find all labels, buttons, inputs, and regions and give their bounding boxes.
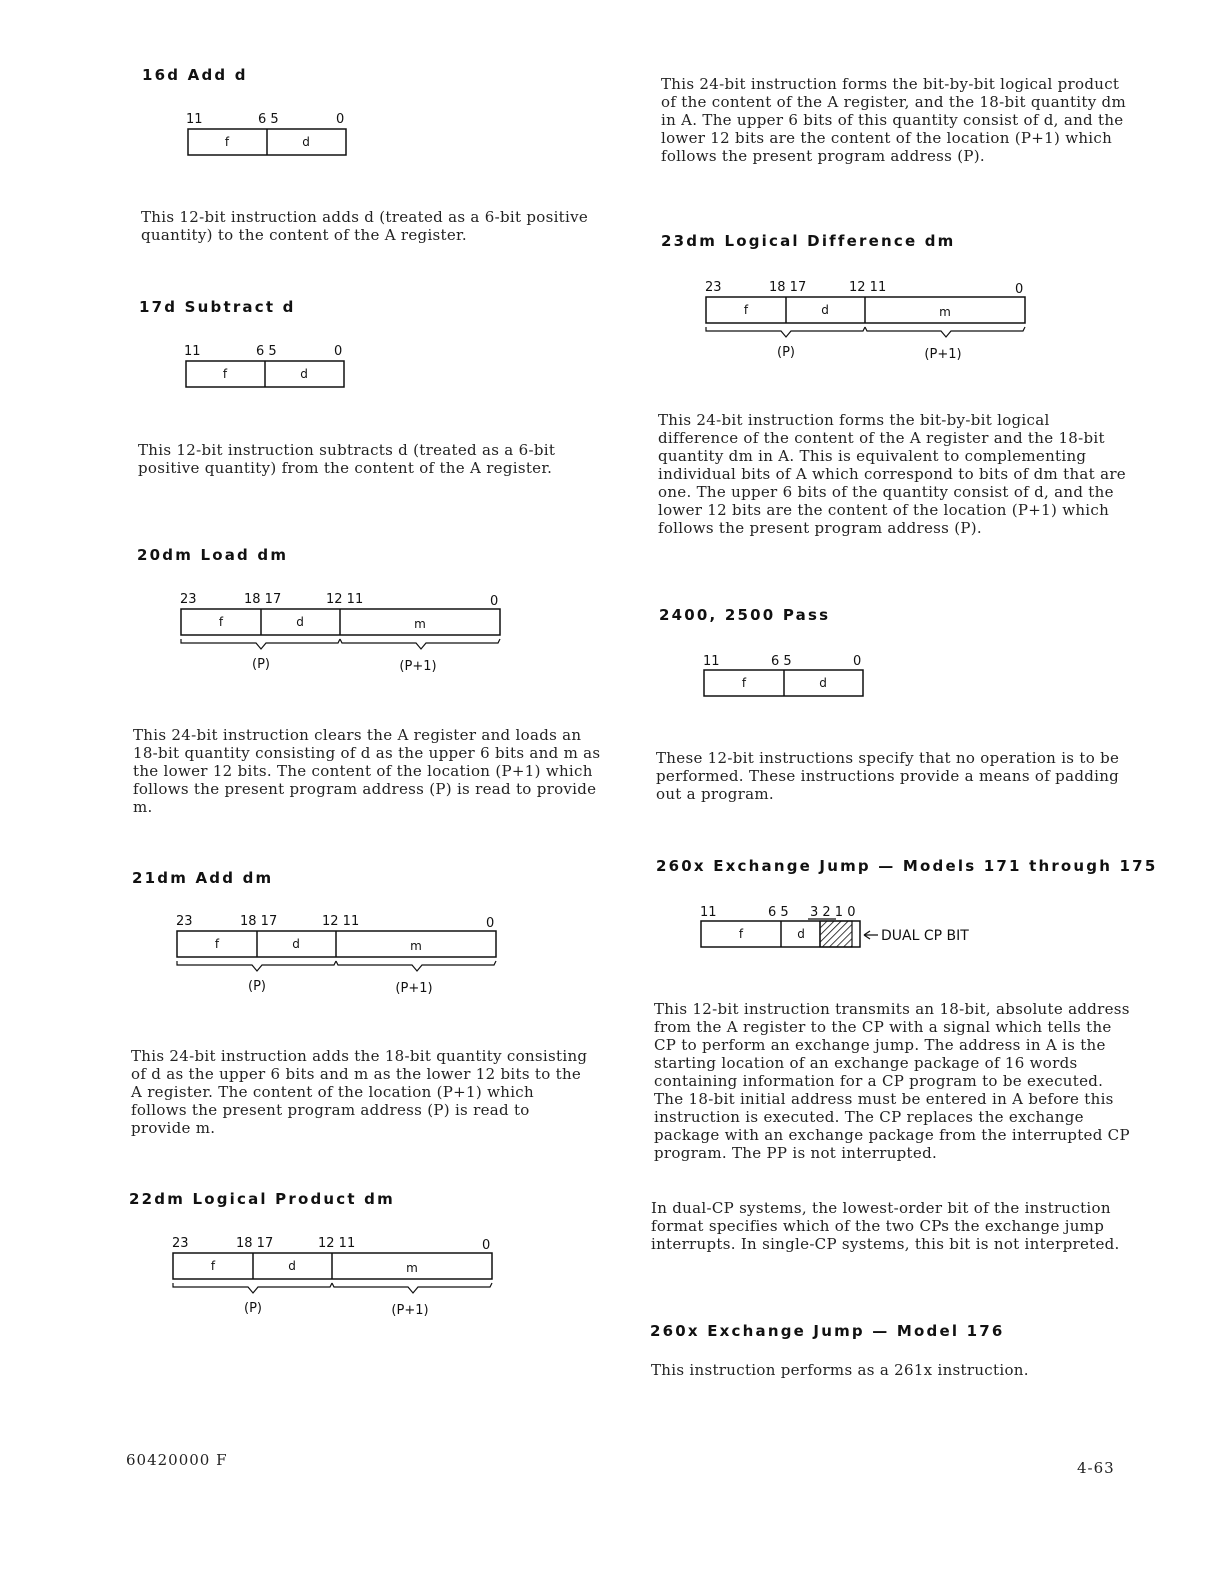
bit-label: 12 11: [318, 1236, 356, 1251]
label-p: (P): [244, 1301, 262, 1316]
brace-p-plus-1: [340, 639, 500, 649]
bit-label: 0: [486, 916, 495, 931]
format-diagram-20dm: [178, 588, 508, 680]
bit-label: 0: [853, 654, 862, 669]
field-d: d: [302, 135, 310, 149]
bit-label: 11: [703, 654, 720, 669]
field-f: f: [214, 937, 220, 951]
heading-20dm-load: 20dm Load dm: [137, 546, 289, 564]
bit-label: 12 11: [322, 914, 360, 929]
brace-p-plus-1: [332, 1283, 492, 1293]
bit-label: 23: [172, 1236, 189, 1251]
label-p-plus-1: (P+1): [399, 659, 437, 674]
paragraph-260x-b: In dual-CP systems, the lowest-order bit of the instruction format specifies which of the two CPs the exchange jump interrupts. In single-CP systems, this bit is not interpreted.: [651, 1199, 1120, 1253]
format-diagram-23dm: [703, 276, 1033, 368]
dual-cp-bit-label: DUAL CP BIT: [881, 928, 969, 944]
bit-label: 6 5: [256, 344, 277, 359]
bit-label: 11: [184, 344, 201, 359]
brace-p: [177, 961, 336, 971]
heading-260x-exchange-jump-176: 260x Exchange Jump — Model 176: [650, 1322, 1005, 1340]
hatched-reserved-bits: [820, 921, 852, 947]
field-d: d: [797, 927, 805, 941]
field-d: d: [821, 303, 829, 317]
format-diagram-16d: [184, 108, 354, 160]
bit-label: 23: [180, 592, 197, 607]
bit-label: 6 5: [258, 112, 279, 127]
bit-label: 0: [334, 344, 343, 359]
paragraph-2400: These 12-bit instructions specify that no operation is to be performed. These instructions provide a means of padding out a program.: [656, 749, 1120, 803]
bit-label: 12 11: [326, 592, 364, 607]
bit-label: 6 5: [771, 654, 792, 669]
bit-label: 0: [490, 594, 499, 609]
field-f: f: [210, 1259, 216, 1273]
bit-label: 12 11: [849, 280, 887, 295]
paragraph-260x-a: This 12-bit instruction transmits an 18-bit, absolute address from the A register to the CP with a signal which tells the CP to perform an exchange jump. The address in A is the starting location of an exchange package of 16 words containing information for a CP program to be executed. The 18-bit initial address must be entered in A before this instruction is executed. The CP replaces the exchange package with an exchange package from the interrupted CP program. The PP is not interrupted.: [654, 1000, 1130, 1162]
bit-label: 18 17: [769, 280, 807, 295]
field-f: f: [222, 367, 228, 381]
bit-label: 11: [700, 905, 717, 920]
field-d: d: [300, 367, 308, 381]
label-p: (P): [252, 657, 270, 672]
bit-label: 18 17: [236, 1236, 274, 1251]
field-d: d: [288, 1259, 296, 1273]
field-m: m: [939, 305, 951, 319]
bit-label: 0: [1015, 282, 1024, 297]
bit-label: 3 2 1 0: [810, 905, 856, 920]
field-f: f: [743, 303, 749, 317]
heading-16d-add: 16d Add d: [142, 66, 248, 84]
paragraph-17d: This 12-bit instruction subtracts d (treated as a 6-bit positive quantity) from the content of the A register.: [138, 441, 556, 477]
field-f: f: [738, 927, 744, 941]
field-f: f: [741, 676, 747, 690]
document-number: 60420000 F: [126, 1451, 228, 1469]
field-f: f: [224, 135, 230, 149]
arrow-left-icon: [864, 931, 878, 939]
paragraph-20dm: This 24-bit instruction clears the A register and loads an 18-bit quantity consisting of d as the upper 6 bits and m as the lower 12 bits. The content of the location (P+1) which follows the present program address (P) is read to provide m.: [133, 726, 601, 816]
bit-label: 23: [705, 280, 722, 295]
paragraph-23dm: This 24-bit instruction forms the bit-by-bit logical difference of the content of the A register and the 18-bit quantity dm in A. This is equivalent to complementing individual bits of A which correspond to bits of dm that are one. The upper 6 bits of the quantity consist of d, and the lower 12 bits are the content of the location (P+1) which follows the present program address (P).: [658, 411, 1126, 537]
label-p-plus-1: (P+1): [924, 347, 962, 362]
heading-260x-exchange-jump-171-175: 260x Exchange Jump — Models 171 through 175: [656, 857, 1158, 875]
brace-p-plus-1: [865, 327, 1025, 337]
label-p: (P): [248, 979, 266, 994]
label-p-plus-1: (P+1): [391, 1303, 429, 1318]
heading-21dm-add: 21dm Add dm: [132, 869, 274, 887]
paragraph-16d: This 12-bit instruction adds d (treated as a 6-bit positive quantity) to the content of the A register.: [141, 208, 589, 244]
field-m: m: [406, 1261, 418, 1275]
format-diagram-2400: [701, 650, 871, 702]
format-diagram-22dm: [170, 1232, 500, 1324]
bit-label: 0: [336, 112, 345, 127]
brace-p: [173, 1283, 332, 1293]
paragraph-22dm: This 24-bit instruction forms the bit-by-bit logical product of the content of the A register, and the 18-bit quantity dm in A. The upper 6 bits of this quantity consist of d, and the lower 12 bits are the content of the location (P+1) which follows the present program address (P).: [661, 75, 1126, 165]
format-diagram-21dm: [174, 910, 504, 1002]
heading-23dm-logical-difference: 23dm Logical Difference dm: [661, 232, 956, 250]
field-m: m: [414, 617, 426, 631]
bit-label: 18 17: [244, 592, 282, 607]
bit-label: 6 5: [768, 905, 789, 920]
field-d: d: [292, 937, 300, 951]
bit-label: 23: [176, 914, 193, 929]
field-m: m: [410, 939, 422, 953]
bit-label: 11: [186, 112, 203, 127]
brace-p: [706, 327, 865, 337]
heading-22dm-logical-product: 22dm Logical Product dm: [129, 1190, 395, 1208]
heading-17d-subtract: 17d Subtract d: [139, 298, 296, 316]
bit-label: 0: [482, 1238, 491, 1253]
heading-2400-2500-pass: 2400, 2500 Pass: [659, 606, 831, 624]
label-p: (P): [777, 345, 795, 360]
paragraph-21dm: This 24-bit instruction adds the 18-bit quantity consisting of d as the upper 6 bits and m as the lower 12 bits to the A register. The content of the location (P+1) which follows the present program address (P) is read to provide m.: [131, 1047, 588, 1137]
field-f: f: [218, 615, 224, 629]
brace-p-plus-1: [336, 961, 496, 971]
format-diagram-260x: [698, 901, 998, 953]
field-d: d: [296, 615, 304, 629]
field-d: d: [819, 676, 827, 690]
bit-label: 18 17: [240, 914, 278, 929]
format-diagram-17d: [182, 340, 352, 392]
paragraph-260x-176: This instruction performs as a 261x instruction.: [651, 1361, 1029, 1379]
page-number: 4-63: [1077, 1459, 1115, 1477]
brace-p: [181, 639, 340, 649]
label-p-plus-1: (P+1): [395, 981, 433, 996]
